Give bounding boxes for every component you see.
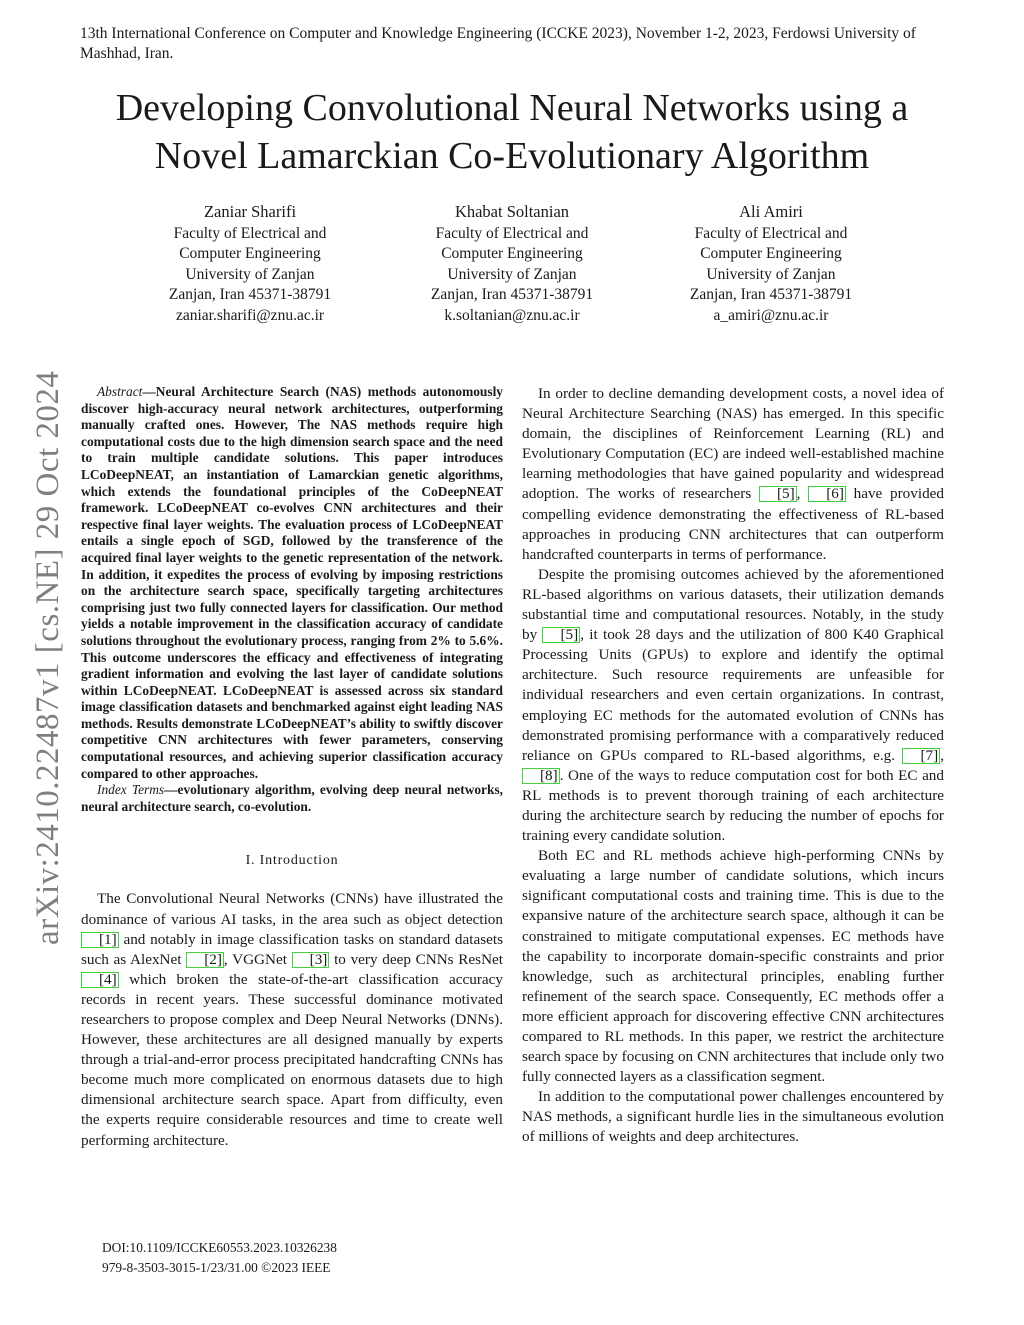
- text-run: The Convolutional Neural Networks (CNNs) have illustrated the dominance of various AI tasks, in the area such as object detection: [81, 890, 503, 928]
- abstract: [81, 384, 503, 782]
- author-email: k.soltanian@znu.ac.ir: [444, 306, 580, 324]
- citation-link-4[interactable]: [4]: [81, 972, 119, 988]
- intro-paragraph-2: [522, 384, 944, 565]
- text-run: which broken the state-of-the-art classification accuracy records in recent years. These successful dominance motivated researchers to propose complex and Deep Neural Networks (DNNs). However, these architectures are all designed manually by experts through a trial-and-error process precipitated handcrafting CNNs has become much more complicated on enormous datasets due to high dimensional architecture search space. Apart from difficulty, even the experts require considerable resources and time to create well performing architecture.: [81, 970, 503, 1149]
- text-run: In order to decline demanding development costs, a novel idea of Neural Architecture Searching (NAS) has emerged. In this specific domain, the disciplines of Reinforcement Learning (RL) and Evolutionary Computation (EC) are indeed well-established machine learning methodologies that have gained popularity and widespread adoption. The works of researchers: [522, 385, 944, 503]
- author-block-2: [387, 202, 637, 327]
- text-run: Despite the promising outcomes achieved by the aforementioned RL-based algorithms on various datasets, their utilization demands substantial time and computational resources. Notably, in the study by: [522, 565, 944, 644]
- text-run: . One of the ways to reduce computation cost for both EC and RL methods is to prevent thorough training of each architecture during the architecture search by reducing the number of epochs for training every candidate solution.: [522, 766, 944, 845]
- abstract-text: —Neural Architecture Search (NAS) methods autonomously discover high-accuracy neural network architectures, outperforming manually crafted ones. However, The NAS methods require high computational costs due to the high dimension search space and the need to train multiple candidate solutions. This paper introduces LCoDeepNEAT, an instantiation of Lamarckian genetic algorithms, which extends the foundational principles of the CoDeepNEAT framework. LCoDeepNEAT co-evolves CNN architectures and their respective final layer weights. The evaluation process of LCoDeepNEAT entails a single epoch of SGD, followed by the transference of the acquired final layer weights to the genetic representation of the network. In addition, it expedites the process of evolving by imposing restrictions on the architecture search space, specifically targeting architectures comprising just two fully connected layers for classification. Our method yields a notable improvement in the classification accuracy of candidate solutions throughout the evolutionary process, ranging from 2% to 5.6%. This outcome underscores the efficacy and effectiveness of integrating gradient information and evolving the last layer of candidate solutions within LCoDeepNEAT. LCoDeepNEAT is assessed across six standard image classification datasets and benchmarked against eight leading NAS methods. Results demonstrate LCoDeepNEAT’s ability to swiftly discover competitive CNN architectures with fewer parameters, conserving computational resources, and achieving superior classification accuracy compared to other approaches.: [81, 384, 503, 781]
- title-line-1: Developing Convolutional Neural Networks using a: [115, 87, 909, 129]
- footer-copyright: [102, 1238, 337, 1278]
- author-dept: Faculty of Electrical and: [435, 224, 589, 242]
- isbn-copyright-text: 979-8-3503-3015-1/23/31.00 ©2023 IEEE: [102, 1260, 331, 1275]
- index-terms-text: —evolutionary algorithm, evolving deep neural networks, neural architecture search, co-evolution.: [81, 782, 504, 814]
- index-terms-label: Index Terms: [97, 782, 165, 798]
- citation-link-1[interactable]: [1]: [81, 932, 119, 948]
- citation-link-7[interactable]: [7]: [902, 748, 940, 764]
- paper-title: [40, 84, 984, 180]
- citation-link-5[interactable]: [5]: [759, 486, 797, 502]
- author-email: zaniar.sharifi@znu.ac.ir: [175, 306, 325, 324]
- doi-text: DOI:10.1109/ICCKE60553.2023.10326238: [102, 1240, 337, 1255]
- citation-link-2[interactable]: [2]: [186, 952, 224, 968]
- citation-link-5b[interactable]: [5]: [542, 627, 580, 643]
- arxiv-identifier: arXiv:2410.22487v1 [cs.NE] 29 Oct 2024: [30, 370, 66, 945]
- author-address: Zanjan, Iran 45371-38791: [168, 286, 332, 304]
- text-run: have provided compelling evidence demonstrating the effectiveness of RL-based approaches in producing CNN architectures that can outperform handcrafted counterparts in terms of performance.: [522, 485, 944, 563]
- citation-link-3[interactable]: [3]: [292, 952, 330, 968]
- author-dept: Computer Engineering: [441, 245, 583, 263]
- author-dept: Faculty of Electrical and: [173, 224, 327, 242]
- author-university: University of Zanjan: [185, 265, 315, 283]
- author-name: Khabat Soltanian: [454, 202, 570, 221]
- author-name: Zaniar Sharifi: [203, 202, 297, 221]
- author-university: University of Zanjan: [447, 265, 577, 283]
- author-address: Zanjan, Iran 45371-38791: [430, 286, 594, 304]
- text-run: , VGGNet: [223, 950, 292, 968]
- intro-paragraph-4: Both EC and RL methods achieve high-performing CNNs by evaluating a large number of candidate solutions, which incurs significant computational costs and training time. This is due to the expansive nature of the architecture search space, although it can be constrained to mitigate computational expenses. EC methods have the capability to incorporate domain-specific constraints and prior knowledge, such as architectural principles, enabling further refinement of the search space. Consequently, EC methods offer a more efficient approach for discovering effective CNN architectures compared to RL methods. In this paper, we restrict the architecture search space by focusing on CNN architectures that include only two fully connected layers as a classification segment.: [522, 847, 944, 1086]
- text-run: ,: [796, 485, 809, 503]
- author-dept: Computer Engineering: [700, 245, 842, 263]
- text-run: and notably in image classification tasks on standard datasets such as AlexNet: [81, 930, 503, 968]
- text-run: , it took 28 days and the utilization of 800 K40 Graphical Processing Units (GPUs) to explore and identify the optimal architecture. Such resource requirements are unfeasible for individual researchers and even certain organizations. In contrast, employing EC methods for the automated evolution of CNNs has demonstrated promising performance with a comparatively reduced reliance on GPUs compared to RL-based algorithms, e.g.: [522, 626, 944, 764]
- author-block-1: [125, 202, 375, 327]
- index-terms: [81, 782, 503, 815]
- citation-link-8[interactable]: [8]: [522, 768, 560, 784]
- intro-paragraph-3: [522, 565, 944, 846]
- intro-paragraph-5: In addition to the computational power challenges encountered by NAS methods, a significant hurdle lies in the simultaneous evolution of millions of weights and deep architectures.: [522, 1088, 944, 1146]
- author-university: University of Zanjan: [706, 265, 836, 283]
- text-run: to very deep CNNs ResNet: [329, 950, 503, 968]
- author-dept: Faculty of Electrical and: [694, 224, 848, 242]
- author-name: Ali Amiri: [739, 202, 803, 221]
- author-block-3: [646, 202, 896, 327]
- author-dept: Computer Engineering: [179, 245, 321, 263]
- citation-link-6[interactable]: [6]: [808, 486, 846, 502]
- right-column: [522, 384, 944, 1148]
- author-email: a_amiri@znu.ac.ir: [713, 306, 829, 324]
- left-column: [81, 384, 503, 1151]
- author-address: Zanjan, Iran 45371-38791: [689, 286, 853, 304]
- section-heading-introduction: I. Introduction: [245, 853, 339, 869]
- intro-paragraph-1: [81, 889, 503, 1150]
- text-run: ,: [940, 746, 944, 764]
- title-line-2: Novel Lamarckian Co-Evolutionary Algorithm: [154, 135, 870, 177]
- conference-header: 13th International Conference on Computer and Knowledge Engineering (ICCKE 2023), November 1-2, 2023, Ferdowsi University of Mashhad, Iran.: [80, 25, 916, 62]
- abstract-label: Abstract: [97, 384, 143, 399]
